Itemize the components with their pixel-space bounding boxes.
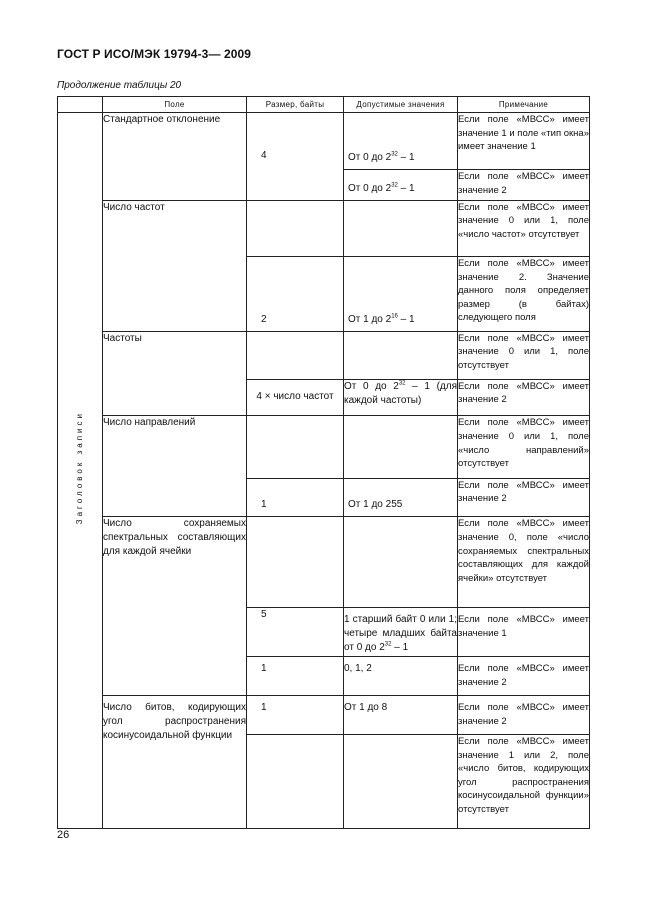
size-cell: 4 — [247, 113, 344, 201]
side-label: Заголовок записи — [75, 411, 84, 525]
values-cell — [344, 416, 458, 478]
note-cell: Если поле «МВСС» имеет значение 1 или 2, поле «число битов, кодирующих угол распространения косинусоидальной функции» отсутствует — [458, 734, 590, 828]
values-cell: От 1 до 8 — [344, 696, 458, 735]
size-cell — [247, 200, 344, 256]
size-cell — [247, 416, 344, 478]
column-header-field: Поле — [103, 97, 247, 113]
column-header-note: Примечание — [458, 97, 590, 113]
table-row — [58, 416, 590, 478]
note-cell: Если поле «МВСС» имеет значение 2. Значение данного поля определяет размер (в байтах) следующего поля — [458, 257, 590, 332]
note-cell: Если поле «МВСС» имеет значение 1 и поле «тип окна» имеет значение 1 — [458, 113, 590, 170]
values-cell — [344, 734, 458, 828]
size-cell — [247, 734, 344, 828]
size-cell: 1 — [247, 478, 344, 517]
corner-cell — [58, 97, 103, 113]
column-header-values: Допустимые значения — [344, 97, 458, 113]
size-cell: 4 × число частот — [247, 379, 344, 416]
field-name-cell: Число направлений — [103, 416, 247, 517]
field-name-cell: Число битов, кодирующих угол распространения косинусоидальной функции — [103, 696, 247, 829]
document-header: ГОСТ Р ИСО/МЭК 19794-3— 2009 — [57, 47, 252, 61]
values-cell — [344, 331, 458, 379]
values-cell: От 1 до $2^{16} - 1$ — [344, 257, 458, 332]
note-cell: Если поле «МВСС» имеет значение 1 — [458, 608, 590, 657]
side-label-cell — [58, 113, 103, 829]
field-name-cell: Число частот — [103, 200, 247, 331]
note-cell: Если поле «МВСС» имеет значение 2 — [458, 478, 590, 517]
values-cell: От 0 до $2^{32} - 1$ — [344, 170, 458, 201]
field-name-cell: Частоты — [103, 331, 247, 416]
table-row — [58, 696, 590, 735]
note-cell: Если поле «МВСС» имеет значение 0 или 1, поле отсутствует — [458, 331, 590, 379]
size-cell: 2 — [247, 257, 344, 332]
table-caption: Продолжение таблицы 20 — [57, 80, 182, 91]
values-cell: От 1 до 255 — [344, 478, 458, 517]
table-header-row — [58, 97, 590, 113]
size-cell — [247, 331, 344, 379]
note-cell: Если поле «МВСС» имеет значение 0, поле «число сохраняемых спектральных составляющих для каждой ячейки» отсутствует — [458, 517, 590, 608]
note-cell: Если поле «МВСС» имеет значение 2 — [458, 170, 590, 201]
values-cell: 1 старший байт 0 или 1; четыре младших байта от 0 до $2^{32} - 1$ — [344, 608, 458, 657]
size-cell — [247, 517, 344, 608]
values-cell — [344, 200, 458, 256]
field-name-cell: Число сохраняемых спектральных составляющих для каждой ячейки — [103, 517, 247, 696]
values-cell: 0, 1, 2 — [344, 657, 458, 696]
note-cell: Если поле «МВСС» имеет значение 2 — [458, 696, 590, 735]
table-row — [58, 517, 590, 608]
page-number: 26 — [57, 829, 70, 841]
size-cell: 1 — [247, 657, 344, 696]
note-cell: Если поле «МВСС» имеет значение 2 — [458, 657, 590, 696]
size-cell: 5 — [247, 608, 344, 657]
field-name-cell: Стандартное отклонение — [103, 113, 247, 201]
table-row — [58, 200, 590, 256]
field-table — [57, 96, 590, 829]
note-cell: Если поле «МВСС» имеет значение 0 или 1, поле «число направлений» отсутствует — [458, 416, 590, 478]
values-cell: От 0 до $2^{32} - 1$ — [344, 113, 458, 170]
table-row — [58, 331, 590, 379]
column-header-size: Размер, байты — [247, 97, 344, 113]
table-row — [58, 113, 590, 170]
note-cell: Если поле «МВСС» имеет значение 2 — [458, 379, 590, 416]
values-cell — [344, 517, 458, 608]
size-cell: 1 — [247, 696, 344, 735]
values-cell: От 0 до $2^{32} - 1$ (для каждой частоты) — [344, 379, 458, 416]
note-cell: Если поле «МВСС» имеет значение 0 или 1, поле «число частот» отсутствует — [458, 200, 590, 256]
